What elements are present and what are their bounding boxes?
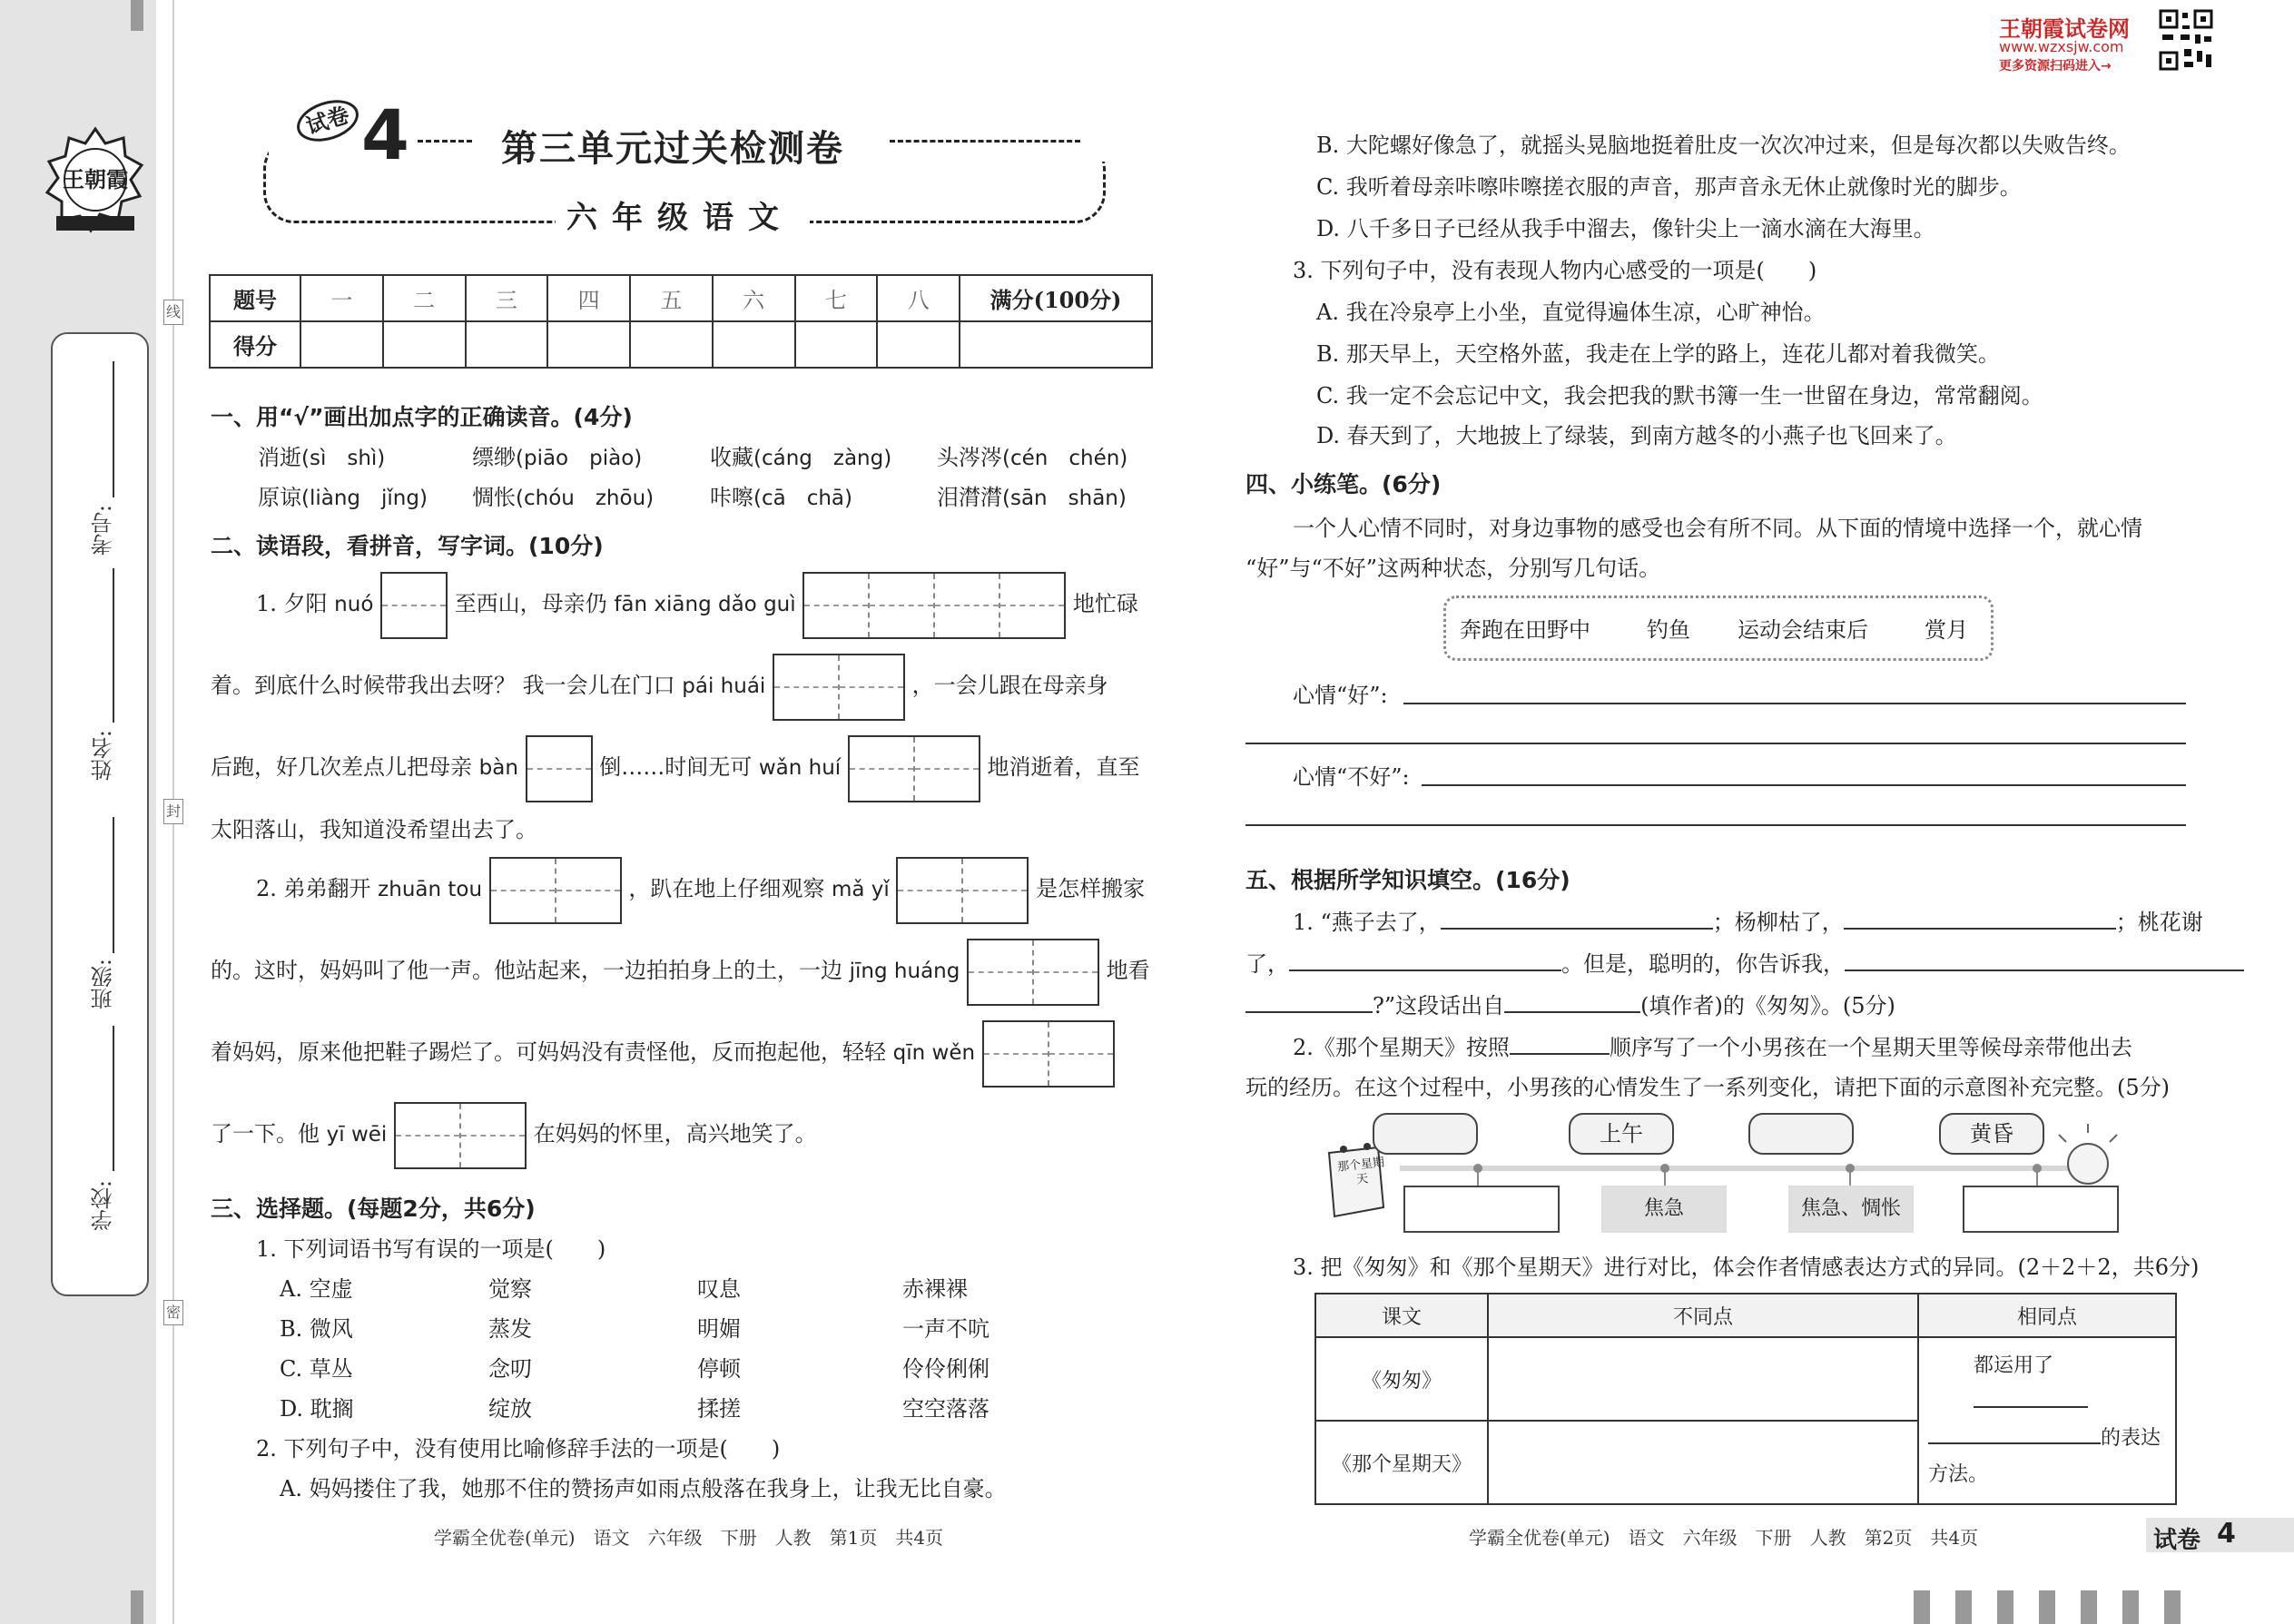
fill-line-2: 了， 。但是，聪明的，你告诉我， — [1245, 946, 2244, 978]
logo-text: 王朝霞 — [63, 166, 128, 192]
pinyin-prompt: jīng huáng — [849, 960, 960, 983]
col-header: 相同点 — [1918, 1294, 2176, 1337]
score-cell[interactable] — [960, 321, 1152, 368]
site-name: 王朝霞试卷网 — [1999, 16, 2130, 42]
pinyin-prompt: mǎ yǐ — [831, 878, 890, 901]
score-cell[interactable] — [877, 321, 960, 368]
answer-line[interactable] — [1403, 703, 2186, 704]
calendar-label: 那个星期天 — [1336, 1156, 1385, 1187]
bad-mood-label: 心情“不好”: — [1293, 764, 1410, 790]
passage-2-line-1: 2. 弟弟翻开 zhuān tou ，趴在地上仔细观察 mǎ yǐ 是怎样搬家 — [256, 855, 1145, 924]
writing-grid[interactable] — [802, 572, 1066, 639]
blank[interactable] — [1441, 908, 1713, 930]
option-word: 明媚 — [697, 1316, 741, 1342]
passage-1-line-3: 后跑，好几次差点儿把母亲 bàn 倒……时间无可 wǎn huí 地消逝着，直至 — [211, 733, 1139, 802]
edge-marker — [131, 1590, 143, 1624]
option-b[interactable]: B. 那天早上，天空格外蓝，我走在上学的路上，连花儿都对着我微笑。 — [1316, 341, 2000, 367]
student-info-box — [51, 332, 149, 1296]
name-line[interactable] — [113, 568, 114, 723]
answer-line[interactable] — [1422, 784, 2186, 786]
passage-1-line-1: 1. 夕阳 nuó 至西山，母亲仍 fān xiāng dǎo guì 地忙碌 — [256, 570, 1138, 639]
fill-line-3: ?”这段话出自 (填作者)的《匆匆》。(5分) — [1245, 988, 1895, 1019]
exam-tag: 试卷 — [291, 93, 364, 149]
option-a[interactable]: A. 空虚 — [280, 1276, 353, 1302]
pinyin-item — [258, 439, 385, 471]
option-d[interactable]: D. 八千多日子已经从我手中溜去，像针尖上一滴水滴在大海里。 — [1316, 216, 1935, 241]
pinyin-item — [937, 439, 1127, 471]
school-label: 学校: — [91, 1180, 116, 1232]
score-col: 七 — [795, 275, 878, 321]
pinyin-word: 原谅 — [258, 485, 301, 510]
pinyin-item — [472, 439, 642, 471]
pinyin-prompt: zhuān tou — [378, 878, 483, 901]
passage-1-line-4: 太阳落山，我知道没希望出去了。 — [211, 817, 537, 842]
pinyin-prompt: qīn wěn — [892, 1041, 976, 1065]
section-5-heading: 五、根据所学知识填空。(16分) — [1245, 867, 1570, 893]
class-label: 班级: — [91, 959, 116, 1010]
option-word: 念叨 — [488, 1356, 532, 1382]
pinyin-options[interactable]: (cén chén) — [1002, 447, 1128, 470]
section-2-heading: 二、读语段，看拼音，写字词。(10分) — [211, 533, 604, 559]
writing-grid[interactable] — [489, 857, 622, 924]
answer-cell[interactable] — [1488, 1421, 1918, 1504]
pinyin-options[interactable]: (cáng zàng) — [753, 447, 892, 470]
writing-grid[interactable] — [982, 1020, 1115, 1088]
writing-grid[interactable] — [967, 939, 1099, 1006]
side-tag-line: 线 — [163, 300, 183, 325]
pinyin-item — [258, 479, 428, 511]
passage-1-line-2: 着。到底什么时候带我出去呀？ 我一会儿在门口 pái huái ，一会儿跟在母亲身 — [211, 652, 1108, 721]
section-4-heading: 四、小练笔。(6分) — [1245, 471, 1442, 497]
edge-marker — [131, 0, 143, 31]
blank[interactable] — [1844, 908, 2116, 930]
passage-2-line-2: 的。这时，妈妈叫了他一声。他站起来，一边拍拍身上的土，一边 jīng huáng 地看 — [211, 937, 1150, 1006]
question-5-3: 3. 把《匆匆》和《那个星期天》进行对比，体会作者情感表达方式的异同。(2＋2＋2，共6分) — [1293, 1255, 2200, 1280]
score-cell[interactable] — [300, 321, 383, 368]
comparison-table — [1314, 1293, 2177, 1505]
blank[interactable] — [1504, 991, 1640, 1013]
pinyin-prompt: wǎn huí — [758, 756, 842, 780]
pinyin-options[interactable]: (sān shān) — [1002, 487, 1127, 510]
section-4-intro: “好”与“不好”这两种状态，分别写几句话。 — [1245, 556, 1661, 581]
section-1-heading: 一、用“√”画出加点字的正确读音。(4分) — [211, 404, 633, 430]
qr-code[interactable] — [2159, 9, 2213, 71]
option-word: 停顿 — [697, 1356, 741, 1382]
page-subtitle: 六年级语文 — [566, 200, 793, 236]
pinyin-word: 泪潸潸 — [937, 485, 1002, 510]
option-a[interactable]: A. 我在冷泉亭上小坐，直觉得遍体生凉，心旷神怡。 — [1316, 300, 1826, 325]
blank[interactable] — [1510, 1033, 1610, 1055]
name-label: 姓名: — [91, 730, 116, 782]
fill-line-1: 1. “燕子去了， ；杨柳枯了， ；桃花谢 — [1293, 910, 2203, 935]
answer-line[interactable] — [1245, 824, 2186, 826]
option-word: 觉察 — [488, 1276, 532, 1302]
option-d[interactable]: D. 耽搁 — [280, 1396, 354, 1422]
option-word: 赤裸裸 — [902, 1276, 968, 1302]
pinyin-word: 惆怅 — [472, 485, 516, 510]
question-3-1: 1. 下列词语书写有误的一项是( ) — [256, 1236, 606, 1262]
passage-2-line-3: 着妈妈，原来他把鞋子踢烂了。可妈妈没有责怪他，反而抱起他，轻轻 qīn wěn — [211, 1019, 1115, 1088]
exam-number-line[interactable] — [113, 361, 114, 497]
option-word: 伶伶俐俐 — [902, 1356, 989, 1382]
score-col: 六 — [713, 275, 795, 321]
good-mood-label: 心情“好”: — [1293, 683, 1388, 708]
time-label: 黄昏 — [1939, 1113, 2044, 1155]
option-d[interactable]: D. 春天到了，大地披上了绿装，到南方越冬的小燕子也飞回来了。 — [1316, 423, 1957, 448]
score-cell[interactable] — [466, 321, 548, 368]
score-cell[interactable] — [630, 321, 713, 368]
pinyin-item — [937, 479, 1127, 511]
brand-logo — [45, 125, 145, 241]
pinyin-word: 收藏 — [710, 445, 753, 470]
score-col: 一 — [300, 275, 383, 321]
blank[interactable] — [1245, 991, 1373, 1013]
writing-grid[interactable] — [380, 572, 448, 639]
writing-grid[interactable] — [526, 735, 593, 802]
pinyin-word: 消逝 — [258, 445, 301, 470]
question-3-3: 3. 下列句子中，没有表现人物内心感受的一项是( ) — [1293, 258, 1817, 283]
score-col: 四 — [547, 275, 630, 321]
col-header: 课文 — [1315, 1294, 1488, 1337]
pinyin-item — [710, 479, 852, 511]
row-label: 《那个星期天》 — [1315, 1421, 1488, 1504]
scenario-option[interactable]: 奔跑在田野中 — [1460, 617, 1590, 643]
option-b[interactable]: B. 微风 — [280, 1316, 353, 1342]
option-word: 一声不吭 — [902, 1316, 989, 1342]
footer-left: 学霸全优卷(单元) 语文 六年级 下册 人教 第1页 共4页 — [434, 1527, 944, 1549]
option-a[interactable]: A. 妈妈搂住了我，她那不住的赞扬声如雨点般落在我身上，让我无比自豪。 — [280, 1476, 1007, 1501]
score-col: 五 — [630, 275, 713, 321]
site-tip: 更多资源扫码进入→ — [1999, 59, 2112, 74]
option-word: 绽放 — [488, 1396, 532, 1422]
option-c[interactable]: C. 我听着母亲咔嚓咔嚓搓衣服的声音，那声音永无休止就像时光的脚步。 — [1316, 174, 2022, 200]
pinyin-options[interactable]: (sì shì) — [301, 447, 386, 470]
option-word: 空空落落 — [902, 1396, 989, 1422]
score-col: 题号 — [210, 275, 300, 321]
writing-grid[interactable] — [848, 735, 980, 802]
score-cell[interactable] — [713, 321, 795, 368]
score-table — [209, 274, 1153, 369]
time-label: 上午 — [1569, 1113, 1674, 1155]
answer-cell[interactable] — [1488, 1337, 1918, 1421]
pinyin-word: 咔嚓 — [710, 485, 753, 510]
mood-blank-1[interactable] — [1373, 1113, 1478, 1155]
blank[interactable] — [1974, 1386, 2088, 1408]
score-cell[interactable] — [795, 321, 878, 368]
option-c[interactable]: C. 我一定不会忘记中文，我会把我的默书簿一生一世留在身边，常常翻阅。 — [1316, 383, 2043, 408]
pinyin-word: 缥缈 — [472, 445, 516, 470]
scenario-option[interactable]: 赏月 — [1925, 617, 1968, 643]
writing-grid[interactable] — [773, 654, 905, 721]
mood-label: 焦急 — [1601, 1186, 1727, 1233]
class-line[interactable] — [113, 817, 114, 953]
pinyin-options[interactable]: (cā chā) — [753, 487, 853, 510]
comparison-header — [1315, 1294, 2176, 1337]
exam-number: 4 — [361, 94, 409, 175]
blank[interactable] — [1845, 950, 2244, 971]
writing-grid[interactable] — [394, 1102, 527, 1169]
col-header: 不同点 — [1488, 1294, 1918, 1337]
mood-blank-2[interactable] — [1748, 1113, 1854, 1155]
pinyin-options[interactable]: (liàng jǐng) — [301, 487, 428, 510]
section-3-heading: 三、选择题。(每题2分，共6分) — [211, 1196, 536, 1222]
answer-line[interactable] — [1245, 743, 2186, 744]
mood-blank-3[interactable] — [1963, 1186, 2119, 1233]
question-3-2: 2. 下列句子中，没有使用比喻修辞手法的一项是( ) — [256, 1436, 781, 1462]
scenario-option[interactable]: 钓鱼 — [1647, 617, 1690, 643]
time-blank-1[interactable] — [1403, 1186, 1560, 1233]
option-b[interactable]: B. 大陀螺好像急了，就摇头晃脑地挺着肚皮一次次冲过来，但是每次都以失败告终。 — [1316, 133, 2131, 158]
blank[interactable] — [1928, 1422, 2101, 1444]
pinyin-item — [710, 439, 891, 471]
score-col: 二 — [383, 275, 466, 321]
site-url: www.wzxsjw.com — [1999, 38, 2124, 55]
pinyin-options[interactable]: (piāo piào) — [516, 447, 643, 470]
option-c[interactable]: C. 草丛 — [280, 1356, 353, 1382]
score-table-row — [210, 321, 1152, 368]
score-cell[interactable] — [547, 321, 630, 368]
side-tag-secret: 密 — [163, 1300, 183, 1325]
pinyin-prompt: fān xiāng dǎo guì — [614, 593, 796, 616]
score-cell[interactable] — [383, 321, 466, 368]
section-4-intro: 一个人心情不同时，对身边事物的感受也会有所不同。从下面的情境中选择一个，就心情 — [1293, 516, 2142, 541]
page-title: 第三单元过关检测卷 — [501, 128, 844, 170]
pinyin-word: 头涔涔 — [937, 445, 1002, 470]
passage-2-line-4: 了一下。他 yī wēi 在妈妈的怀里，高兴地笑了。 — [211, 1100, 817, 1169]
mood-label: 焦急、惆怅 — [1788, 1186, 1914, 1233]
pinyin-prompt: bàn — [478, 756, 518, 780]
option-word: 揉搓 — [697, 1396, 741, 1422]
footer-right: 学霸全优卷(单元) 语文 六年级 下册 人教 第2页 共4页 — [1469, 1527, 1979, 1549]
page-tab-number: 4 — [2217, 1518, 2236, 1550]
school-line[interactable] — [113, 1026, 114, 1171]
pinyin-prompt: yī wēi — [326, 1123, 388, 1147]
row-label: 《匆匆》 — [1315, 1337, 1488, 1421]
pinyin-prompt: nuó — [334, 593, 374, 616]
score-table-header — [210, 275, 1152, 321]
pinyin-options[interactable]: (chóu zhōu) — [516, 487, 655, 510]
blank[interactable] — [1289, 950, 1561, 971]
score-col: 八 — [877, 275, 960, 321]
option-word: 蒸发 — [488, 1316, 532, 1342]
scenario-option[interactable]: 运动会结束后 — [1738, 617, 1868, 643]
writing-grid[interactable] — [896, 857, 1029, 924]
fill-line-4: 2.《那个星期天》按照 顺序写了一个小男孩在一个星期天里等候母亲带他出去 — [1293, 1035, 2132, 1060]
fill-line-5: 玩的经历。在这个过程中，小男孩的心情发生了一系列变化，请把下面的示意图补充完整。(5分) — [1245, 1075, 2170, 1100]
pinyin-prompt: pái huái — [682, 674, 766, 698]
side-tag-seal: 封 — [163, 799, 183, 824]
score-col: 三 — [466, 275, 548, 321]
option-word: 叹息 — [697, 1276, 741, 1302]
score-col: 满分(100分) — [960, 275, 1152, 321]
pinyin-item — [472, 479, 654, 511]
exam-number-label: 考号: — [91, 505, 116, 556]
page-tab-label: 试卷 — [2153, 1527, 2201, 1554]
same-point-cell[interactable]: 都运用了 的表达 方法。 — [1918, 1337, 2176, 1504]
comparison-row — [1315, 1337, 2176, 1421]
score-row-label: 得分 — [210, 321, 300, 368]
